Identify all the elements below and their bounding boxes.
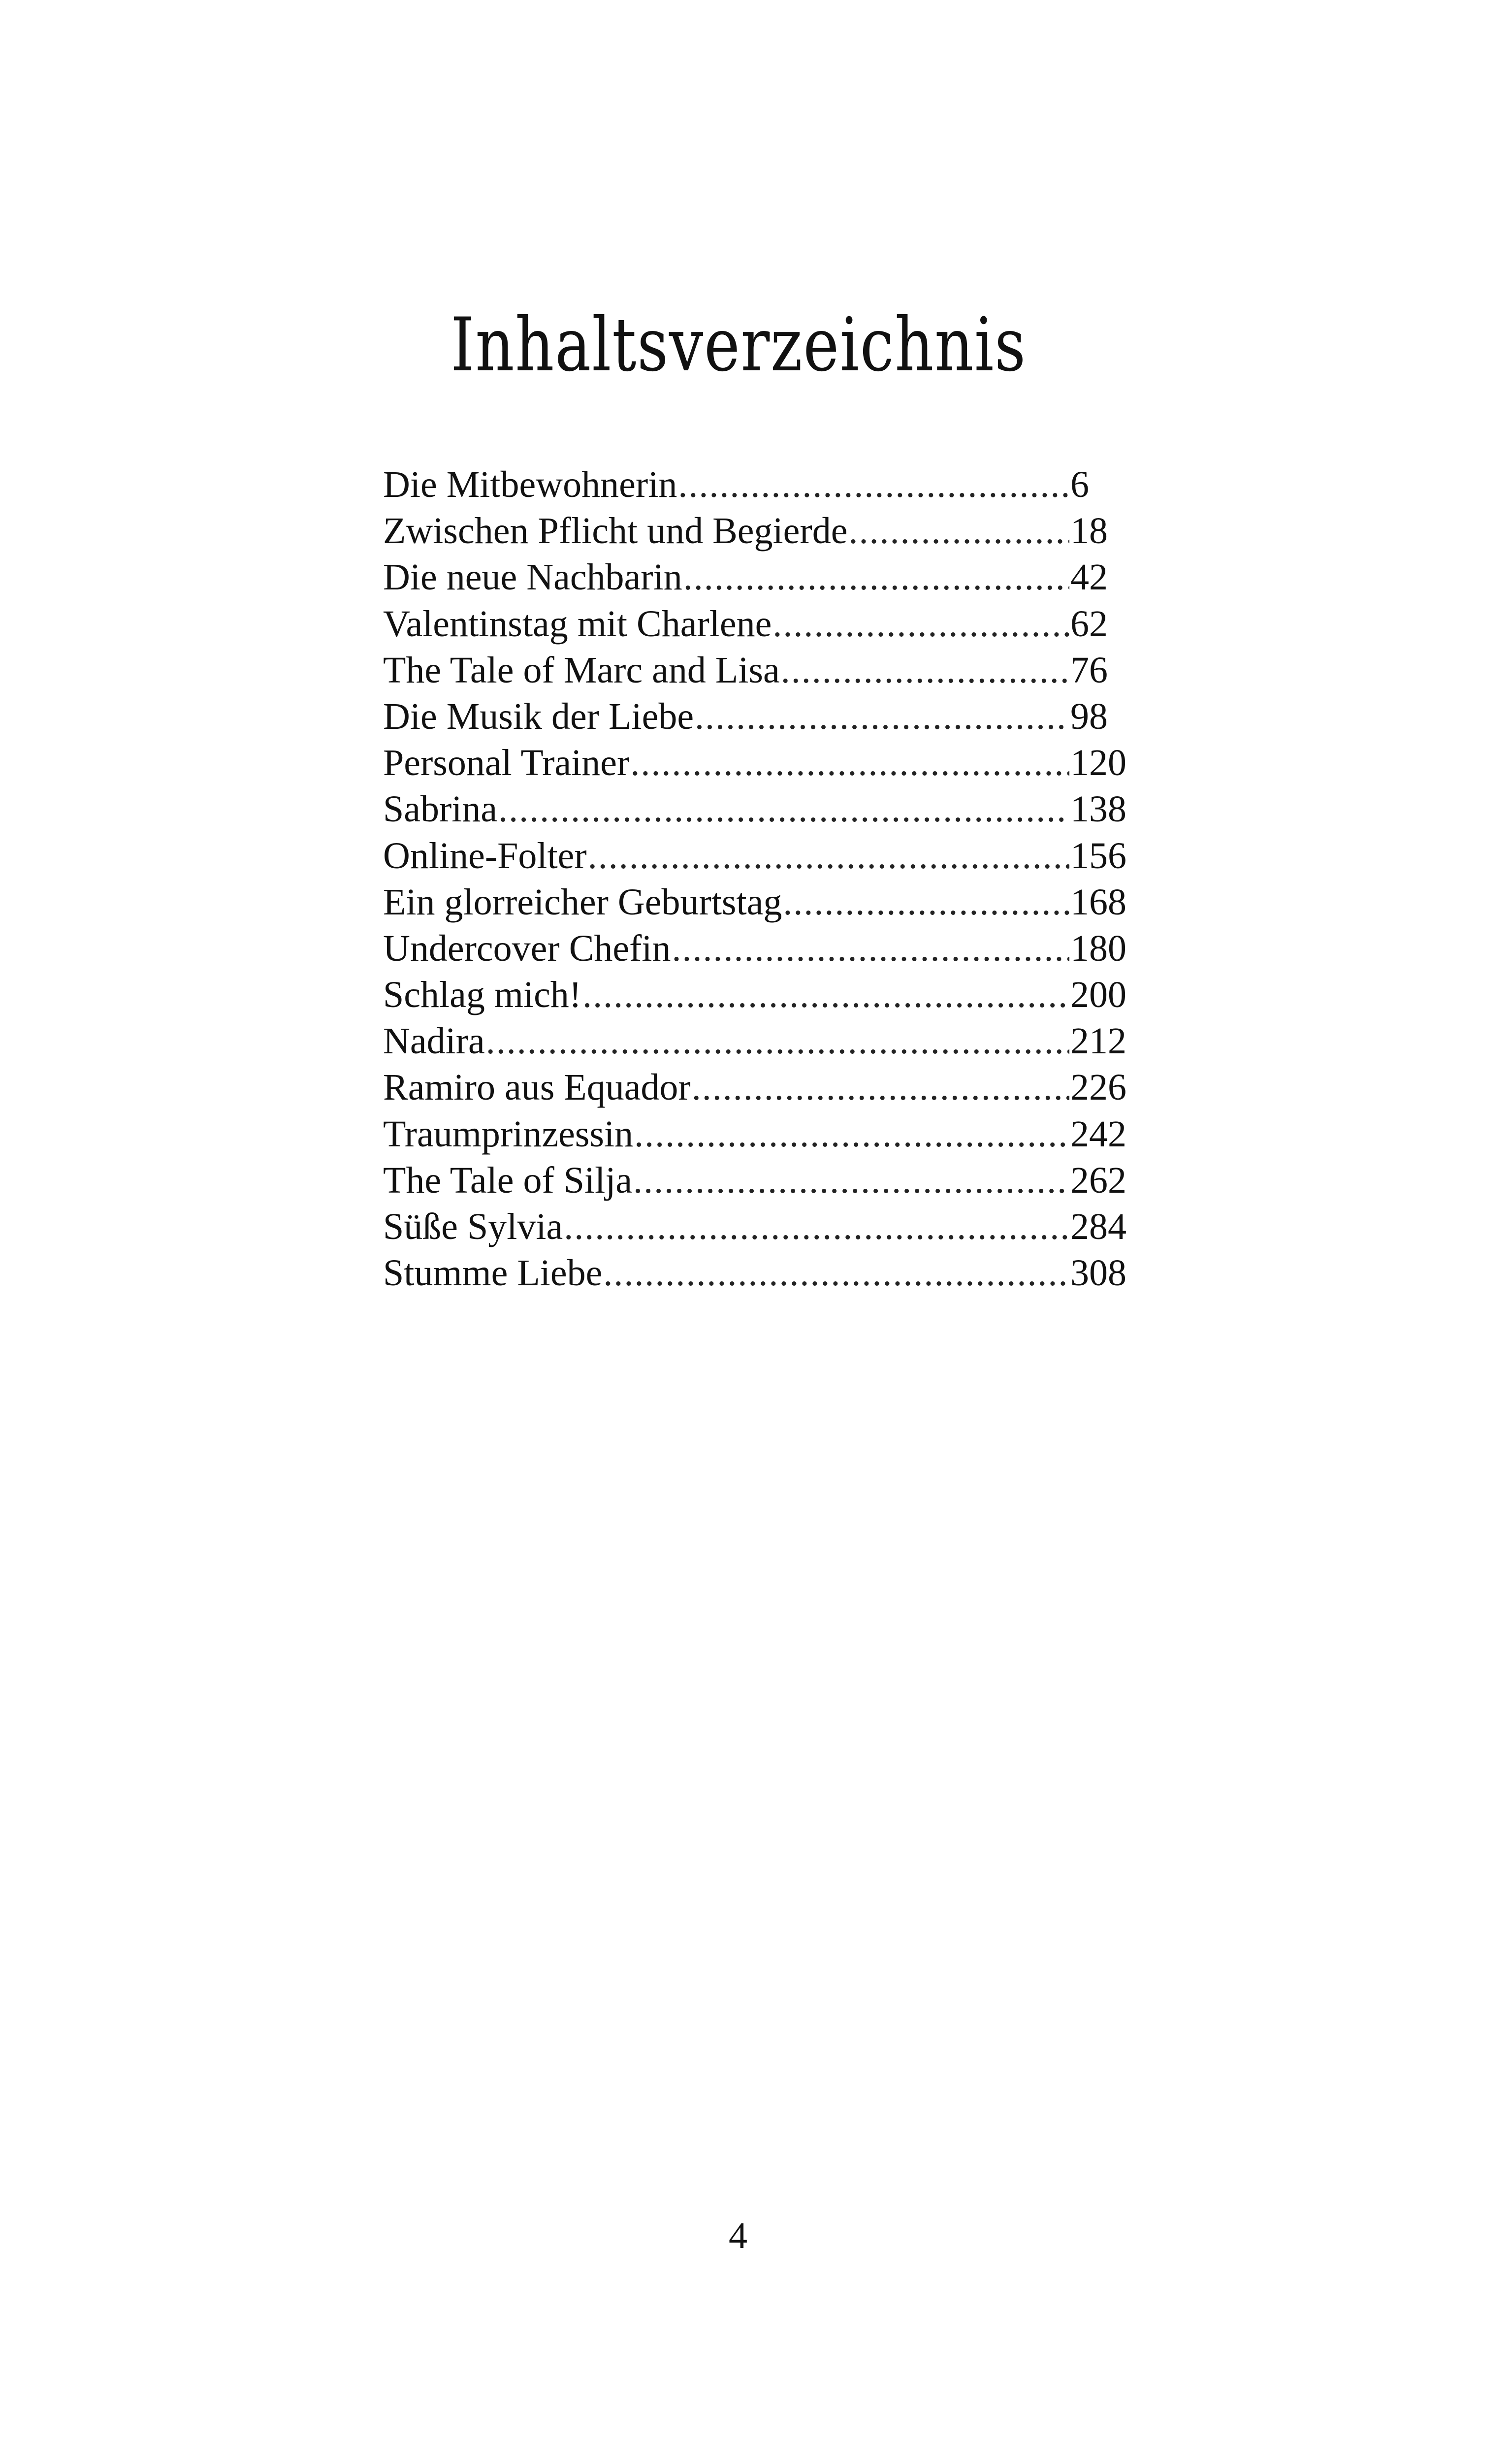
toc-entry [383, 461, 1144, 508]
toc-entry-page: 308 [1070, 1252, 1126, 1294]
toc-entry [383, 554, 1144, 600]
toc-entry-title: Die Musik der Liebe [383, 695, 694, 737]
toc-entry-title: Die neue Nachbarin [383, 556, 682, 598]
toc-entry-title: Die Mitbewohnerin [383, 464, 677, 505]
dot-leader [781, 647, 1069, 693]
toc-entry-title: Süße Sylvia [383, 1206, 563, 1247]
dot-leader [848, 508, 1069, 554]
dot-leader [678, 461, 1069, 508]
toc-entry-title: Nadira [383, 1020, 485, 1062]
toc-entry-title: Valentinstag mit Charlene [383, 603, 772, 645]
toc-entry-page: 42 [1070, 556, 1108, 598]
toc-entry [383, 647, 1144, 693]
dot-leader [772, 601, 1069, 647]
toc-entry-page: 18 [1070, 510, 1108, 552]
toc-entry [383, 925, 1144, 972]
toc-entry-title: Ein glorreicher Geburtstag [383, 881, 782, 923]
toc-entry-page: 212 [1070, 1020, 1126, 1062]
toc-entry [383, 879, 1144, 925]
toc-entry-title: Traumprinzessin [383, 1113, 634, 1155]
toc-entry [383, 1204, 1144, 1250]
table-of-contents [383, 461, 1144, 1296]
dot-leader [498, 786, 1069, 832]
toc-entry [383, 1250, 1144, 1296]
toc-entry-title: Schlag mich! [383, 974, 582, 1016]
dot-leader [603, 1250, 1069, 1296]
toc-entry-title: Personal Trainer [383, 742, 630, 784]
dot-leader [486, 1018, 1069, 1064]
toc-entry-page: 242 [1070, 1113, 1126, 1155]
dot-leader [633, 1157, 1069, 1204]
toc-entry-title: Sabrina [383, 788, 498, 830]
toc-entry-page: 6 [1070, 464, 1089, 505]
toc-entry-title: Ramiro aus Equador [383, 1067, 691, 1108]
dot-leader [564, 1204, 1069, 1250]
toc-entry [383, 740, 1144, 786]
toc-entry-title: Undercover Chefin [383, 927, 671, 969]
dot-leader [630, 740, 1069, 786]
dot-leader [634, 1111, 1069, 1157]
toc-entry-title: Zwischen Pflicht und Begierde [383, 510, 848, 552]
toc-entry [383, 833, 1144, 879]
dot-leader [672, 925, 1069, 972]
toc-entry-page: 168 [1070, 881, 1126, 923]
toc-entry-page: 226 [1070, 1067, 1126, 1108]
toc-entry [383, 786, 1144, 832]
toc-entry-page: 284 [1070, 1206, 1126, 1247]
toc-entry [383, 972, 1144, 1018]
toc-entry-page: 98 [1070, 695, 1108, 737]
dot-leader [582, 972, 1069, 1018]
toc-entry [383, 1064, 1144, 1110]
toc-entry [383, 601, 1144, 647]
toc-entry-title: The Tale of Silja [383, 1159, 633, 1201]
dot-leader [588, 833, 1069, 879]
toc-entry-page: 120 [1070, 742, 1126, 784]
toc-entry [383, 508, 1144, 554]
page-title: Inhaltsverzeichnis [450, 302, 1027, 388]
dot-leader [692, 1064, 1069, 1110]
toc-entry [383, 1018, 1144, 1064]
toc-entry-title: The Tale of Marc and Lisa [383, 649, 780, 691]
dot-leader [695, 693, 1069, 740]
dot-leader [783, 879, 1069, 925]
page-number: 4 [729, 2215, 747, 2256]
toc-entry-page: 62 [1070, 603, 1108, 645]
toc-entry [383, 1157, 1144, 1204]
toc-entry [383, 693, 1144, 740]
toc-entry-page: 262 [1070, 1159, 1126, 1201]
toc-entry-page: 200 [1070, 974, 1126, 1016]
toc-entry-page: 156 [1070, 835, 1126, 877]
toc-entry [383, 1111, 1144, 1157]
toc-entry-title: Stumme Liebe [383, 1252, 603, 1294]
toc-entry-title: Online-Folter [383, 835, 587, 877]
toc-entry-page: 180 [1070, 927, 1126, 969]
toc-entry-page: 76 [1070, 649, 1108, 691]
dot-leader [683, 554, 1069, 600]
toc-entry-page: 138 [1070, 788, 1126, 830]
